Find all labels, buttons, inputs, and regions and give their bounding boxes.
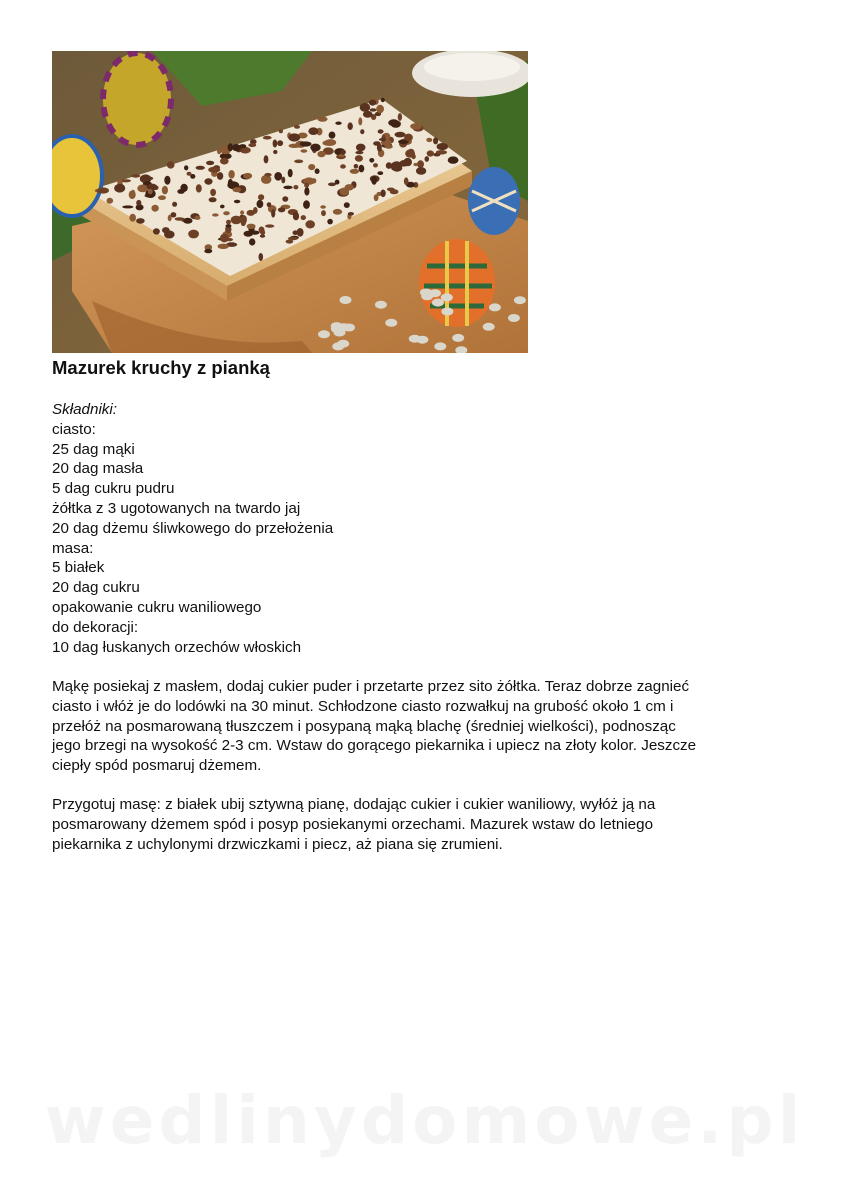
mazurek-cake-image: [52, 51, 528, 353]
instruction-line: przełóż na posmarowaną tłuszczem i posypaną mąką blachę (średniej wielkości), podnosząc: [52, 717, 676, 735]
ingredient-line: żółtka z 3 ugotowanych na twardo jaj: [52, 499, 301, 517]
ingredient-line: opakowanie cukru waniliowego: [52, 598, 262, 616]
ingredient-line: 5 białek: [52, 559, 105, 577]
ingredient-line: 20 dag cukru: [52, 579, 140, 597]
ingredient-line: 20 dag masła: [52, 460, 144, 478]
recipe-photo: [52, 51, 528, 353]
instruction-line: ciepły spód posmaruj dżemem.: [52, 757, 262, 775]
recipe-title: Mazurek kruchy z pianką: [52, 357, 270, 378]
instruction-line: ciasto i włóż je do lodówki na 30 minut. Schłodzone ciasto rozwałkuj na grubość około 1 cm i: [52, 697, 674, 715]
instruction-line: Mąkę posiekaj z masłem, dodaj cukier puder i przetarte przez sito żółtka. Teraz dobrze zagnieć: [52, 678, 690, 695]
watermark: wedlinydomowe.pl: [44, 1082, 805, 1159]
ingredient-line: 5 dag cukru pudru: [52, 480, 175, 498]
ingredient-line: 10 dag łuskanych orzechów włoskich: [52, 638, 302, 656]
instruction-line: posmarowany dżemem spód i posyp posiekanymi orzechami. Mazurek wstaw do letniego: [52, 815, 654, 833]
ingredients-label: Składniki:: [52, 401, 117, 418]
instruction-line: jego brzegi na wysokość 2-3 cm. Wstaw do gorącego piekarnika i upiecz na złoty kolor. Jeszcze: [52, 737, 697, 755]
ingredients-section: [52, 400, 333, 657]
ingredient-line: ciasto:: [52, 420, 96, 438]
ingredient-line: 25 dag mąki: [52, 440, 135, 458]
instruction-line: Przygotuj masę: z białek ubij sztywną pianę, dodając cukier i cukier waniliowy, wyłóż ją na: [52, 796, 656, 813]
ingredient-line: do dekoracji:: [52, 618, 139, 636]
instruction-line: piekarnika z uchylonymi drzwiczkami i piecz, aż piana się zrumieni.: [52, 835, 503, 853]
ingredient-line: masa:: [52, 539, 94, 557]
instructions-paragraph-1: [52, 677, 792, 776]
ingredient-line: 20 dag dżemu śliwkowego do przełożenia: [52, 519, 334, 537]
instructions-paragraph-2: [52, 795, 792, 854]
